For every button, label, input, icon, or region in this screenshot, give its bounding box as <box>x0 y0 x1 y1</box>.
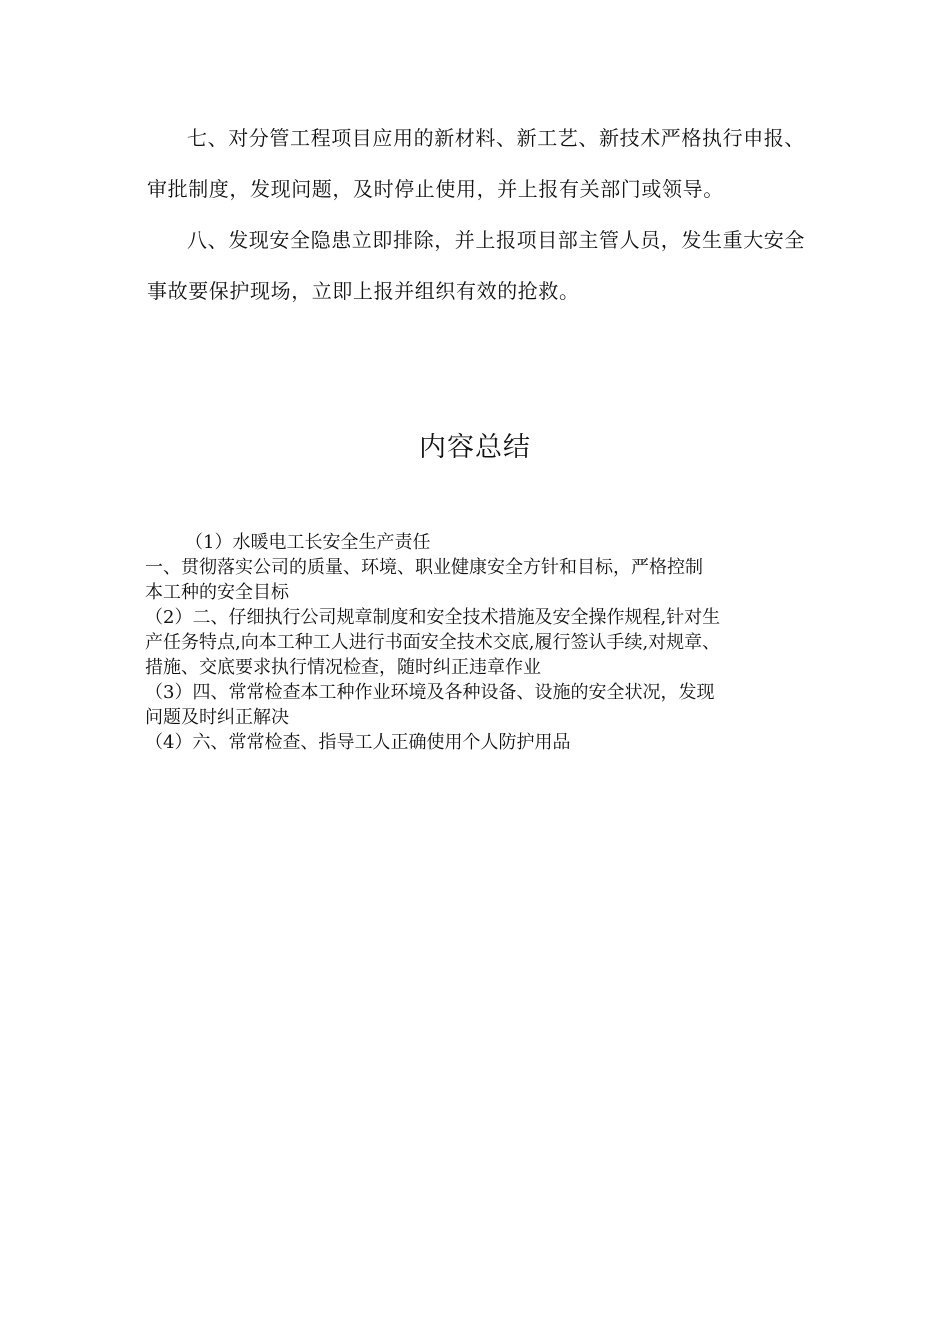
paragraph-item-7: 七、对分管工程项目应用的新材料、新工艺、新技术严格执行申报、审批制度，发现问题，及时停止使用，并上报有关部门或领导。 <box>147 126 805 201</box>
summary-line-8: 问题及时纠正解决 <box>145 707 289 728</box>
summary-line-1: （1）水暖电工长安全生产责任 <box>185 532 431 553</box>
body-text <box>147 113 807 317</box>
summary-line-6: 措施、交底要求执行情况检查，随时纠正违章作业 <box>145 657 541 678</box>
summary-text <box>145 530 810 755</box>
summary-line-7: （3）四、常常检查本工种作业环境及各种设备、设施的安全状况，发现 <box>145 682 715 703</box>
summary-line-9: （4）六、常常检查、指导工人正确使用个人防护用品 <box>145 732 571 753</box>
summary-line-2: 一、贯彻落实公司的质量、环境、职业健康安全方针和目标，严格控制 <box>145 557 703 578</box>
summary-title: 内容总结 <box>419 432 531 463</box>
paragraph-item-8: 八、发现安全隐患立即排除，并上报项目部主管人员，发生重大安全事故要保护现场，立即上报并组织有效的抢救。 <box>147 228 805 303</box>
summary-line-3: 本工种的安全目标 <box>145 582 289 603</box>
summary-line-4: （2）二、仔细执行公司规章制度和安全技术措施及安全操作规程,针对生 <box>145 607 721 628</box>
summary-line-5: 产任务特点,向本工种工人进行书面安全技术交底,履行签认手续,对规章、 <box>145 632 721 653</box>
